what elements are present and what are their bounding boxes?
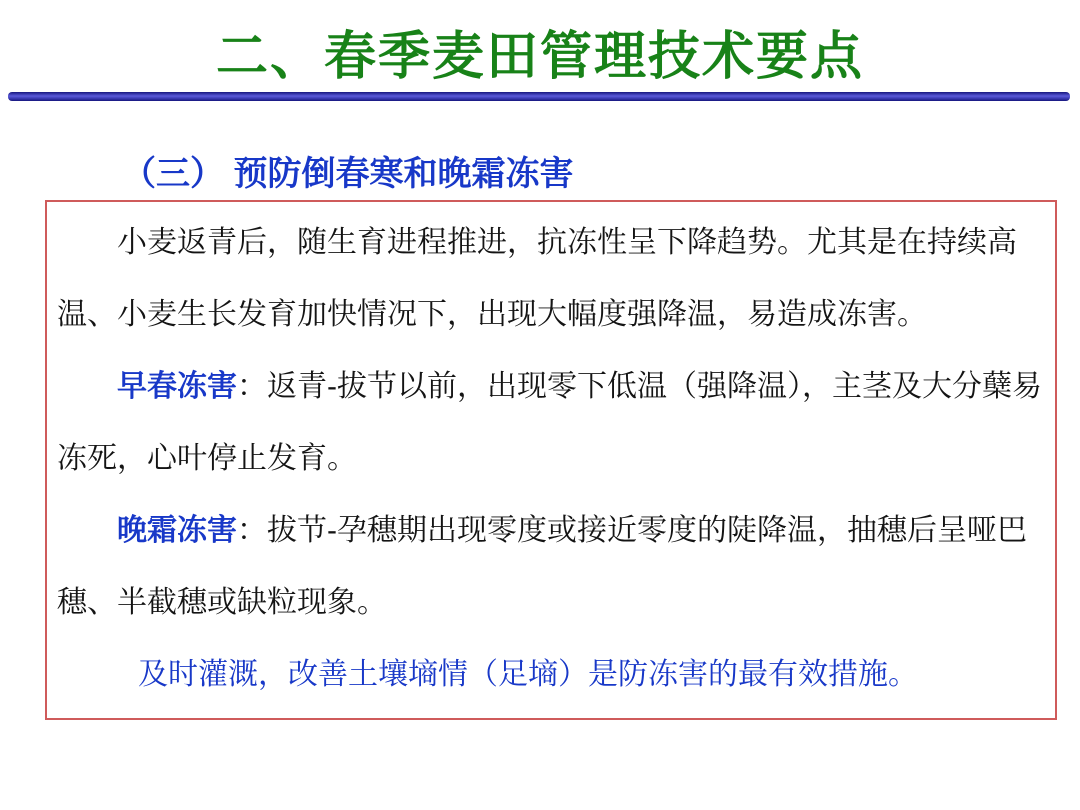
paragraph	[57, 207, 1045, 351]
text-segment: ：返青-拔节以前，出现零下低温（强降温），主茎及大分蘖易冻死，心叶停止发育。	[57, 370, 1042, 475]
title-divider	[8, 92, 1070, 101]
paragraph	[57, 351, 1045, 495]
section-heading: （三） 预防倒春寒和晚霜冻害	[122, 155, 574, 193]
text-segment: ：拔节-孕穗期出现零度或接近零度的陡降温，抽穗后呈哑巴穗、半截穗或缺粒现象。	[57, 514, 1027, 619]
text-segment: 小麦返青后，随生育进程推进，抗冻性呈下降趋势。尤其是在持续高温、小麦生长发育加快情况下，出现大幅度强降温，易造成冻害。	[57, 226, 1017, 331]
text-segment: 及时灌溉，改善土壤墒情（足墒）是防冻害的最有效措施。	[138, 658, 918, 691]
text-segment: 早春冻害	[117, 370, 237, 403]
paragraph	[57, 495, 1045, 639]
text-segment: 晚霜冻害	[117, 514, 237, 547]
paragraph	[57, 639, 1045, 711]
slide-title: 二、春季麦田管理技术要点	[215, 28, 864, 86]
content-box	[45, 200, 1057, 720]
